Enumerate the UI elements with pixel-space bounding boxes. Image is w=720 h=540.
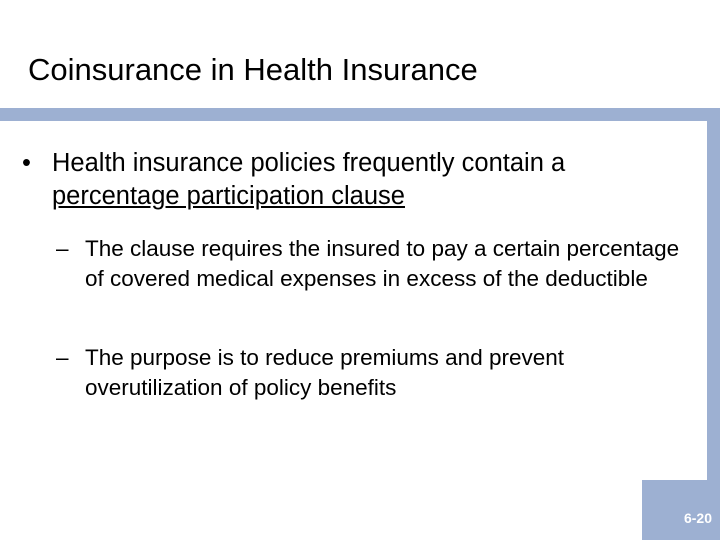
sub-bullet-marker: – (56, 236, 69, 261)
bullet-text (52, 147, 682, 213)
sub-bullet-text: The purpose is to reduce premiums and prevent overutilization of policy benefits (85, 345, 565, 400)
bullet-marker: • (22, 149, 31, 177)
sub-bullet-clause (56, 234, 696, 294)
right-accent-bar (707, 108, 720, 540)
underlined-term: percentage participation clause (52, 182, 405, 210)
sub-bullet-purpose (56, 343, 696, 403)
title-divider (0, 108, 720, 121)
sub-bullet-marker: – (56, 345, 69, 370)
bullet-text-lead: Health insurance policies frequently contain a (52, 149, 566, 177)
page-number-box (642, 480, 720, 540)
page-number: 6-20 (683, 510, 712, 526)
sub-bullet-text: The clause requires the insured to pay a certain percentage of covered medical expenses in excess of the deductible (85, 236, 680, 291)
main-bullet (22, 147, 682, 213)
slide-title: Coinsurance in Health Insurance (28, 52, 478, 87)
